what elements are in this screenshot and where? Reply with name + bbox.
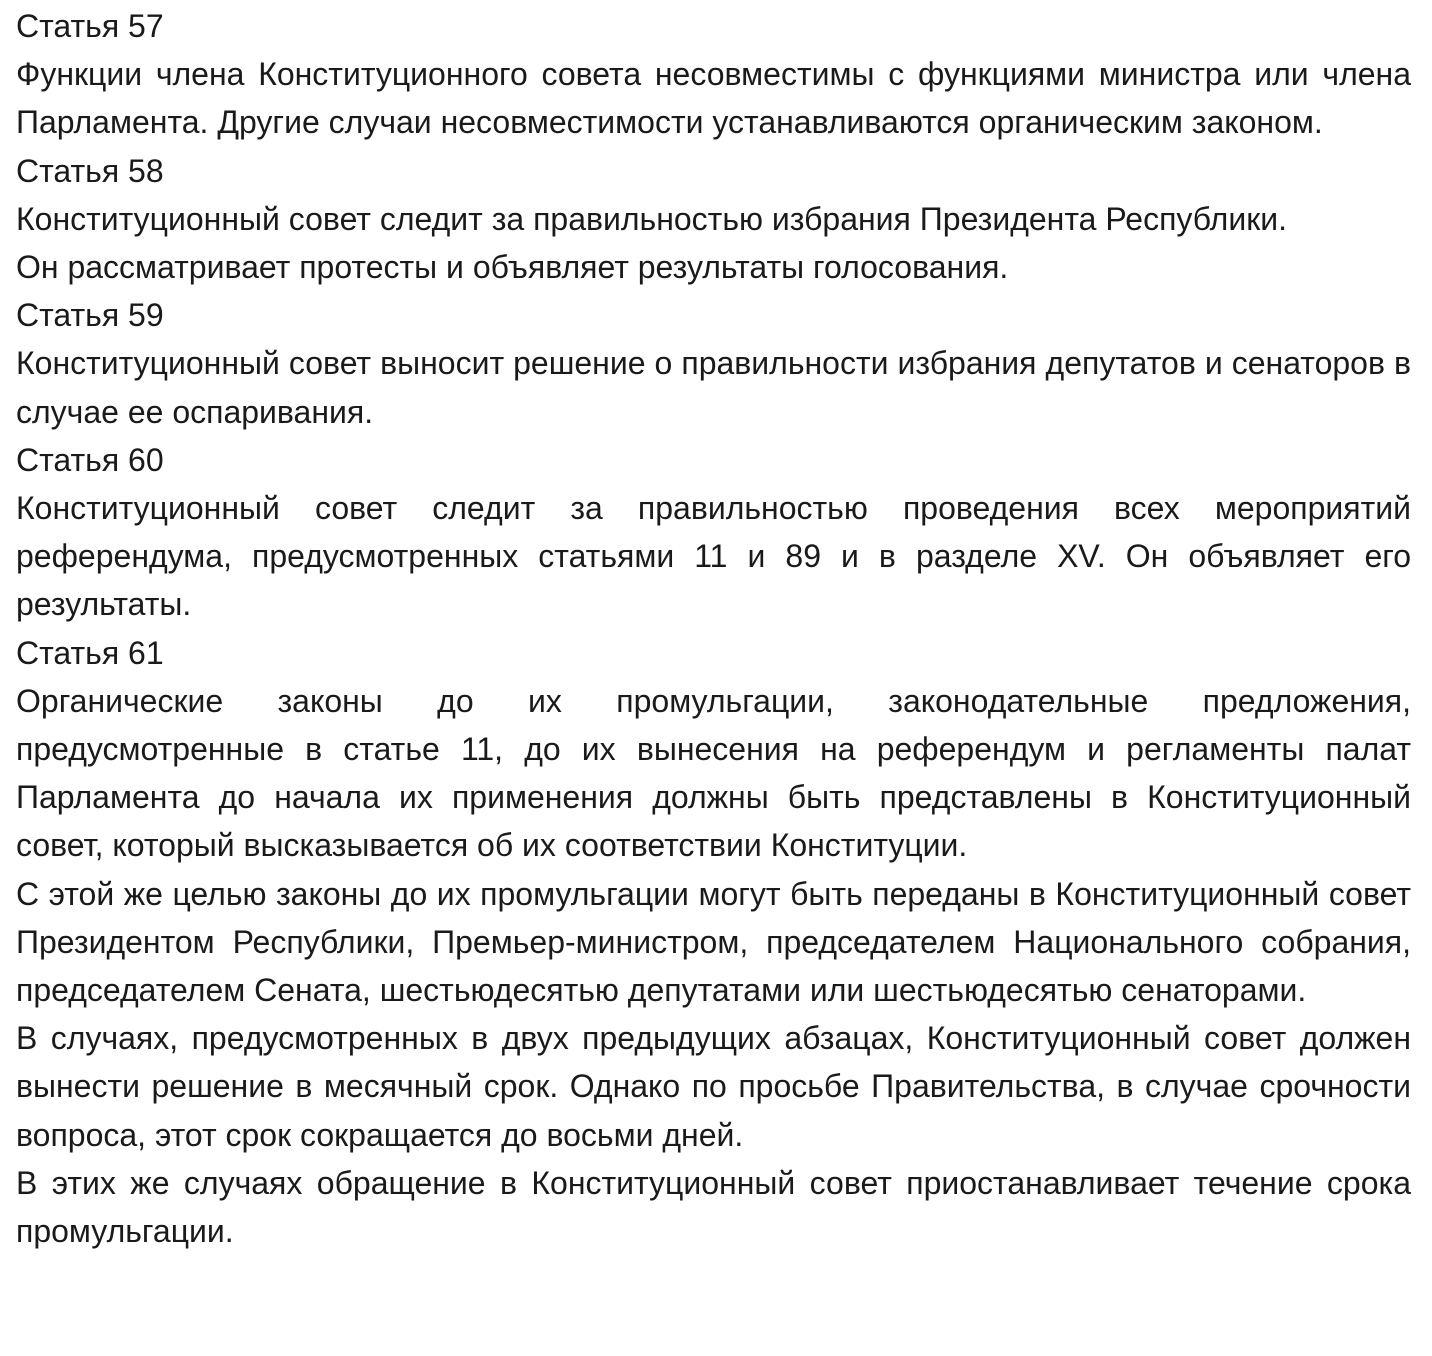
- article-paragraph: Органические законы до их промульгации, законодательные предложения, предусмотренные в статье 11, до их вынесения на референдум и регламенты палат Парламента до начала их применения должны быть представлены в Конституционный совет, который высказывается об их соответствии Конституции.: [16, 682, 1411, 864]
- article-heading: Статья 59: [16, 297, 164, 334]
- article-60: [16, 436, 1411, 629]
- article-paragraph: Функции члена Конституционного совета несовместимы с функциями министра или члена Парламента. Другие случаи несовместимости устанавливаются органическим законом.: [16, 56, 1411, 141]
- article-paragraph: В этих же случаях обращение в Конституционный совет приостанавливает течение срока промульгации.: [16, 1164, 1411, 1250]
- article-heading: Статья 58: [16, 152, 164, 189]
- article-paragraph: Конституционный совет следит за правильностью избрания Президента Республики.: [16, 200, 1287, 237]
- article-heading: Статья 60: [16, 441, 164, 478]
- article-paragraph: С этой же целью законы до их промульгации могут быть переданы в Конституционный совет Президентом Республики, Премьер-министром, председателем Национального собрания, председателем Сената, шестьюдесятью депутатами или шестьюдесятью сенаторами.: [16, 875, 1411, 1009]
- article-61: [16, 629, 1411, 1256]
- article-58: [16, 147, 1411, 292]
- article-paragraph: Конституционный совет выносит решение о правильности избрания депутатов и сенаторов в случае ее оспаривания.: [16, 345, 1411, 430]
- document-body: [16, 0, 1411, 1255]
- article-59: [16, 291, 1411, 436]
- article-paragraph: В случаях, предусмотренных в двух предыдущих абзацах, Конституционный совет должен вынести решение в месячный срок. Однако по просьбе Правительства, в случае срочности вопроса, этот срок сокращается до восьми дней.: [16, 1020, 1411, 1153]
- article-heading: Статья 57: [16, 8, 164, 44]
- article-57: [16, 2, 1411, 147]
- article-paragraph: Он рассматривает протесты и объявляет результаты голосования.: [16, 249, 1009, 286]
- article-paragraph: Конституционный совет следит за правильностью проведения всех мероприятий референдума, предусмотренных статьями 11 и 89 и в разделе XV. Он объявляет его результаты.: [16, 490, 1411, 623]
- article-heading: Статья 61: [16, 634, 164, 671]
